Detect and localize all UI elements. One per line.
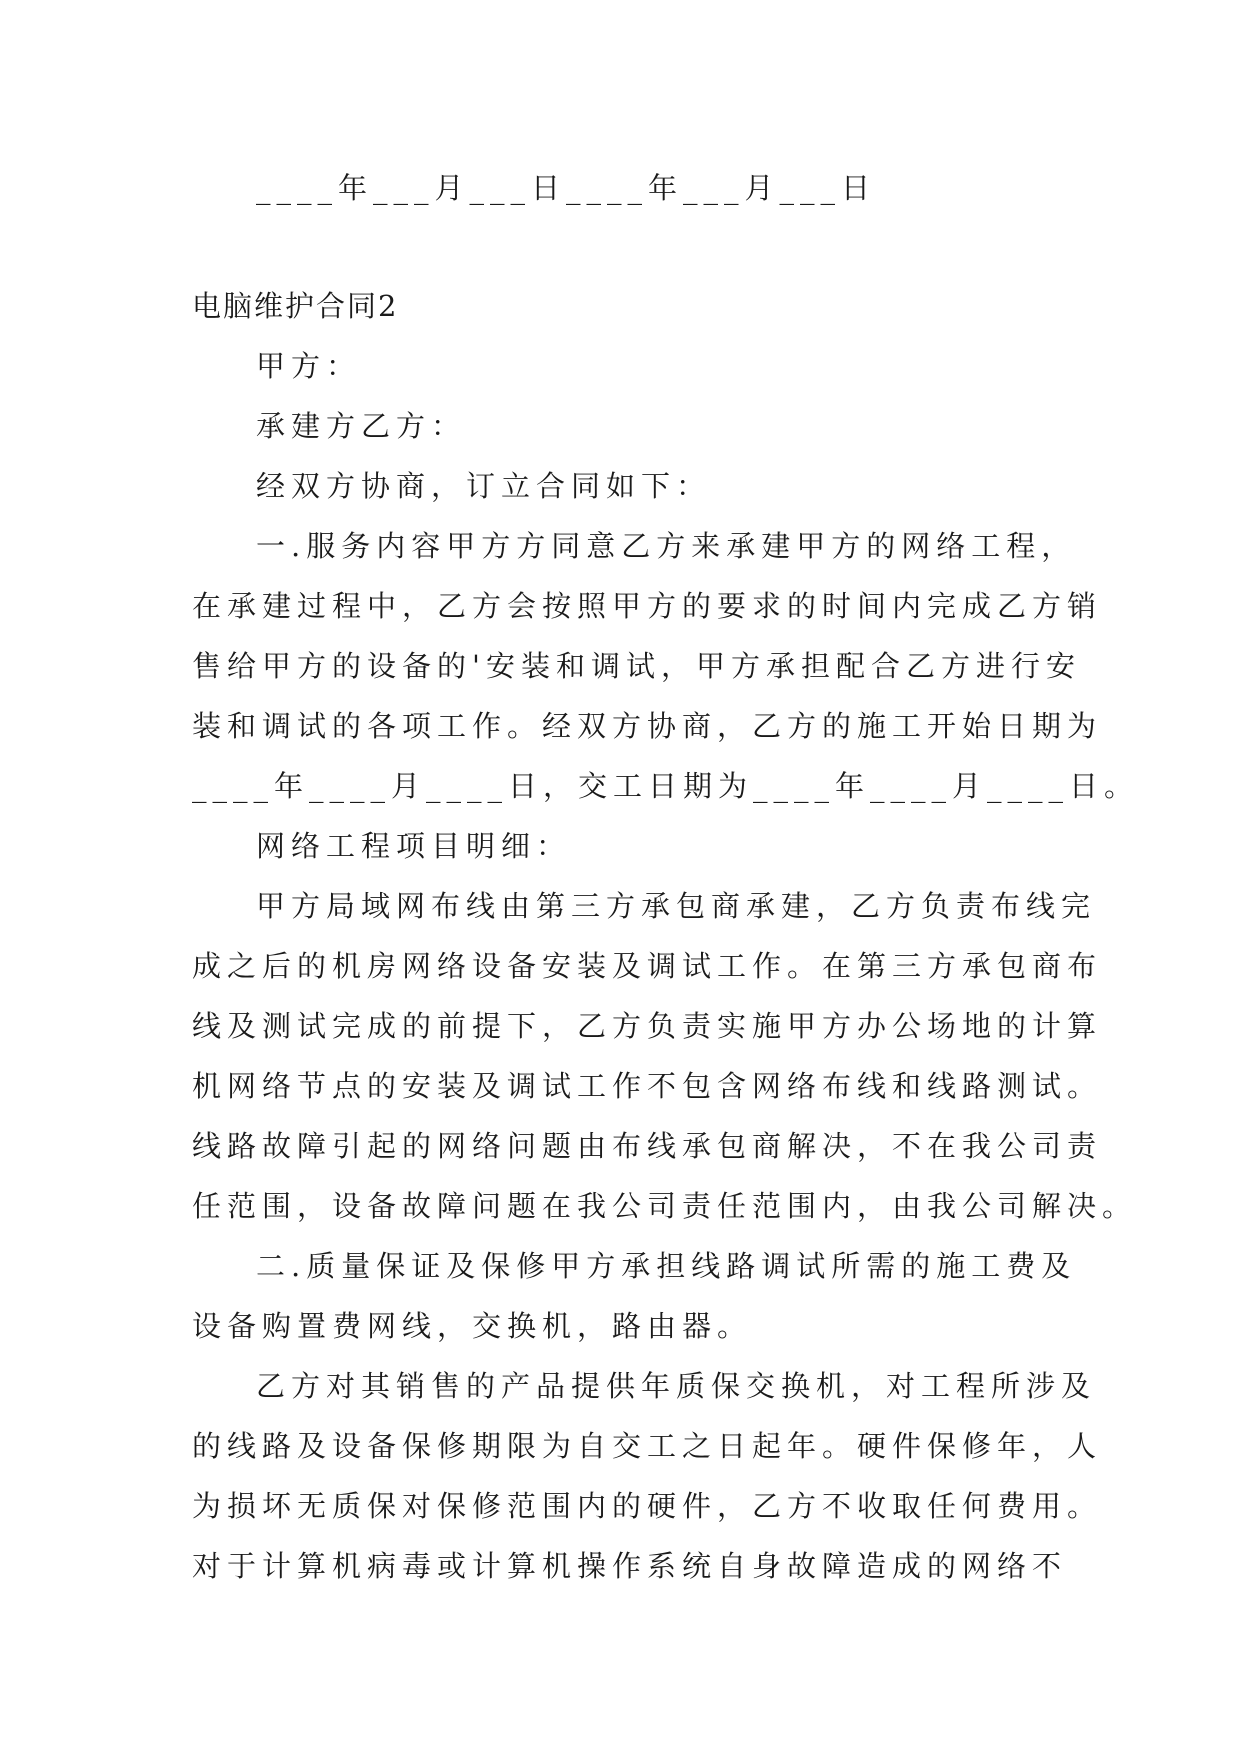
text-line: 为损坏无质保对保修范围内的硬件，乙方不收取任何费用。 — [192, 1489, 1103, 1523]
text-line: 机网络节点的安装及调试工作不包含网络布线和线路测试。 — [192, 1069, 1103, 1103]
text-line: 甲方： — [256, 349, 362, 383]
text-line: 甲方局域网布线由第三方承包商承建，乙方负责布线完 — [256, 889, 1097, 923]
signature-date-line: ____年___月___日____年___月___日 — [256, 171, 877, 205]
text-line: 二.质量保证及保修甲方承担线路调试所需的施工费及 — [256, 1249, 1077, 1283]
document-body — [192, 158, 1140, 1596]
text-line: 成之后的机房网络设备安装及调试工作。在第三方承包商布 — [192, 949, 1103, 983]
text-line: 设备购置费网线，交换机，路由器。 — [192, 1309, 753, 1343]
text-line: 线路故障引起的网络问题由布线承包商解决，不在我公司责 — [192, 1129, 1103, 1163]
text-line: 售给甲方的设备的'安装和调试，甲方承担配合乙方进行安 — [192, 649, 1081, 683]
text-line: 的线路及设备保修期限为自交工之日起年。硬件保修年，人 — [192, 1429, 1103, 1463]
text-line: 线及测试完成的前提下，乙方负责实施甲方办公场地的计算 — [192, 1009, 1103, 1043]
text-line: 经双方协商，订立合同如下： — [256, 469, 712, 503]
text-line: ____年____月____日，交工日期为____年____月____日。 — [192, 769, 1140, 803]
paragraph-lines — [192, 336, 1140, 1596]
text-line: 一.服务内容甲方方同意乙方来承建甲方的网络工程， — [256, 529, 1077, 563]
text-line: 在承建过程中，乙方会按照甲方的要求的时间内完成乙方销 — [192, 589, 1103, 623]
text-line: 装和调试的各项工作。经双方协商，乙方的施工开始日期为 — [192, 709, 1103, 743]
text-line: 对于计算机病毒或计算机操作系统自身故障造成的网络不 — [192, 1549, 1068, 1583]
text-line: 承建方乙方： — [256, 409, 467, 443]
text-line: 任范围，设备故障问题在我公司责任范围内，由我公司解决。 — [192, 1189, 1138, 1223]
text-line: 网络工程项目明细： — [256, 829, 572, 863]
text-line: 乙方对其销售的产品提供年质保交换机，对工程所涉及 — [256, 1369, 1097, 1403]
document-title: 电脑维护合同2 — [192, 289, 399, 323]
